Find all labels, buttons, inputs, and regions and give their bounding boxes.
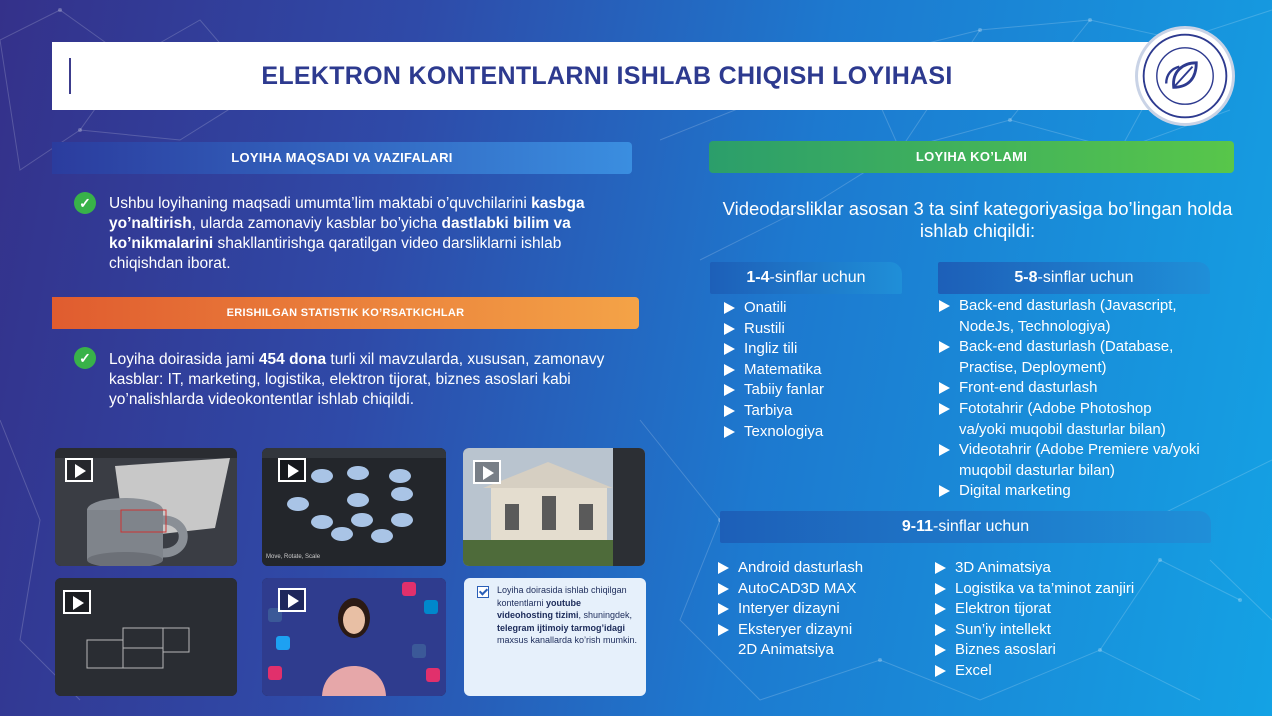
list-item <box>716 558 863 579</box>
list-item <box>937 481 1200 502</box>
triangle-bullet-icon <box>939 485 950 497</box>
video-thumbnail-teapots[interactable] <box>262 448 446 566</box>
list-item-label: Digital marketing <box>959 482 1071 500</box>
list-item-continuation <box>937 420 1200 441</box>
ministry-logo <box>1135 26 1235 126</box>
list-item <box>722 319 824 340</box>
list-item-label: Biznes asoslari <box>955 641 1056 659</box>
check-icon: ✓ <box>74 347 96 369</box>
list-item-label: AutoCAD3D MAX <box>738 579 857 597</box>
list-item <box>722 339 824 360</box>
list-item <box>937 378 1200 399</box>
triangle-bullet-icon <box>718 583 729 595</box>
triangle-bullet-icon <box>935 665 946 677</box>
triangle-bullet-icon <box>935 603 946 615</box>
list-item <box>933 620 1134 641</box>
list-item-label: Front-end dasturlash <box>959 379 1098 397</box>
list-item-label: Videotahrir (Adobe Premiere va/yoki <box>959 441 1200 459</box>
triangle-bullet-icon <box>935 562 946 574</box>
goals-text: Ushbu loyihaning maqsadi umumta’lim maktabi o’quvchilarini kasbga yo’naltirish, ularda zamonaviy kasblar bo’yicha dastlabki bilim va ko’nikmalarini shakllantirishga qaratilgan video darsliklarni ishlab chiqishdan iborat. <box>109 195 585 272</box>
page-title: ELEKTRON KONTENTLARNI ISHLAB CHIQISH LOYIHASI <box>261 62 953 90</box>
scope-intro: Videodarsliklar asosan 3 ta sinf kategoriyasiga bo’lingan holda ishlab chiqildi: <box>722 198 1233 241</box>
list-item <box>722 298 824 319</box>
category-9-11-list-left <box>716 558 863 661</box>
triangle-bullet-icon <box>724 364 735 376</box>
list-item-label: muqobil dasturlar bilan) <box>959 461 1115 479</box>
list-item-label: Tarbiya <box>744 401 793 419</box>
play-icon[interactable] <box>63 590 91 614</box>
triangle-bullet-icon <box>935 644 946 656</box>
list-item-continuation <box>716 640 863 661</box>
stats-text: Loyiha doirasida jami 454 dona turli xil mavzularda, xususan, zamonavy kasblar: IT, marketing, logistika, elektron tijorat, biznes asoslari kabi yo’nalishlarda videokontentlar ishlab chiqildi. <box>109 351 605 408</box>
list-item <box>937 296 1200 317</box>
triangle-bullet-icon <box>724 343 735 355</box>
list-item-label: 3D Animatsiya <box>955 559 1051 576</box>
triangle-bullet-icon <box>939 444 950 456</box>
list-item-label: Texnologiya <box>744 422 824 440</box>
video-thumbnail-presenter[interactable] <box>262 578 446 696</box>
triangle-bullet-icon <box>724 405 735 417</box>
list-item-label: 2D Animatsiya <box>738 641 834 659</box>
category-1-4-list <box>722 298 824 442</box>
list-item-label: Matematika <box>744 360 822 378</box>
list-item-label: Onatili <box>744 299 787 316</box>
list-item-label: Elektron tijorat <box>955 600 1051 618</box>
list-item <box>722 360 824 381</box>
video-thumbnail-autocad[interactable] <box>55 578 237 696</box>
list-item <box>722 401 824 422</box>
list-item <box>722 422 824 443</box>
list-item <box>933 579 1134 600</box>
list-item <box>716 599 863 620</box>
list-item-label: Interyer dizayni <box>738 600 840 618</box>
scope-header: LOYIHA KO’LAMI <box>709 141 1234 173</box>
list-item <box>937 399 1200 420</box>
list-item-label: va/yoki muqobil dasturlar bilan) <box>959 420 1166 438</box>
list-item-label: Fototahrir (Adobe Photoshop <box>959 399 1152 417</box>
list-item-label: Back-end dasturlash (Javascript, <box>959 297 1177 314</box>
list-item <box>937 337 1200 358</box>
list-item-label: Ingliz tili <box>744 340 798 358</box>
list-item-label: Excel <box>955 661 992 679</box>
list-item-label: Android dasturlash <box>738 559 864 576</box>
list-item-label: Eksteryer dizayni <box>738 620 853 638</box>
list-item <box>716 579 863 600</box>
list-item-label: Rustili <box>744 319 785 337</box>
list-item-continuation <box>937 461 1200 482</box>
triangle-bullet-icon <box>939 403 950 415</box>
info-card: Loyiha doirasida ishlab chiqilgan kontentlarni youtube videohosting tizimi, shuningdek, telegram ijtimoiy tarmog’idagi maxsus kanallarda ko’rish mumkin. <box>464 578 646 696</box>
list-item-label: NodeJs, Technologiya) <box>959 317 1111 335</box>
list-item <box>933 640 1134 661</box>
play-icon[interactable] <box>278 588 306 612</box>
triangle-bullet-icon <box>724 323 735 335</box>
category-1-4-header: 1-4-sinflar uchun <box>710 262 902 294</box>
video-thumbnail-mug[interactable] <box>55 448 237 566</box>
category-9-11-header: 9-11-sinflar uchun <box>720 511 1211 543</box>
triangle-bullet-icon <box>724 426 735 438</box>
list-item-label: Logistika va ta’minot zanjiri <box>955 579 1135 597</box>
list-item <box>937 440 1200 461</box>
list-item <box>716 620 863 641</box>
leaf-emblem-icon <box>1138 29 1232 123</box>
triangle-bullet-icon <box>724 384 735 396</box>
triangle-bullet-icon <box>724 302 735 314</box>
triangle-bullet-icon <box>939 341 950 353</box>
category-5-8-header: 5-8-sinflar uchun <box>938 262 1210 294</box>
list-item-label: Sun’iy intellekt <box>955 620 1051 638</box>
play-icon[interactable] <box>65 458 93 482</box>
check-icon: ✓ <box>74 192 96 214</box>
list-item <box>933 661 1134 682</box>
list-item <box>933 599 1134 620</box>
triangle-bullet-icon <box>718 562 729 574</box>
list-item-continuation <box>937 358 1200 379</box>
list-item-label: Practise, Deployment) <box>959 358 1107 376</box>
thumbnail-caption: Move, Rotate, Scale <box>266 554 321 560</box>
category-9-11-list-right <box>933 558 1134 682</box>
triangle-bullet-icon <box>939 382 950 394</box>
list-item <box>933 558 1134 579</box>
list-item <box>722 380 824 401</box>
list-item-label: Back-end dasturlash (Database, <box>959 338 1174 356</box>
triangle-bullet-icon <box>939 300 950 312</box>
play-icon[interactable] <box>278 458 306 482</box>
play-icon[interactable] <box>473 460 501 484</box>
goals-header: LOYIHA MAQSADI VA VAZIFALARI <box>52 142 632 174</box>
video-thumbnail-house[interactable] <box>463 448 645 566</box>
list-item-label: Tabiiy fanlar <box>744 381 825 399</box>
triangle-bullet-icon <box>935 583 946 595</box>
title-bar <box>52 42 1162 110</box>
triangle-bullet-icon <box>718 603 729 615</box>
stats-header: ERISHILGAN STATISTIK KO’RSATKICHLAR <box>52 297 639 329</box>
checkbox-icon <box>477 586 489 598</box>
triangle-bullet-icon <box>935 624 946 636</box>
triangle-bullet-icon <box>718 624 729 636</box>
category-5-8-list <box>937 296 1200 502</box>
list-item-continuation <box>937 317 1200 338</box>
